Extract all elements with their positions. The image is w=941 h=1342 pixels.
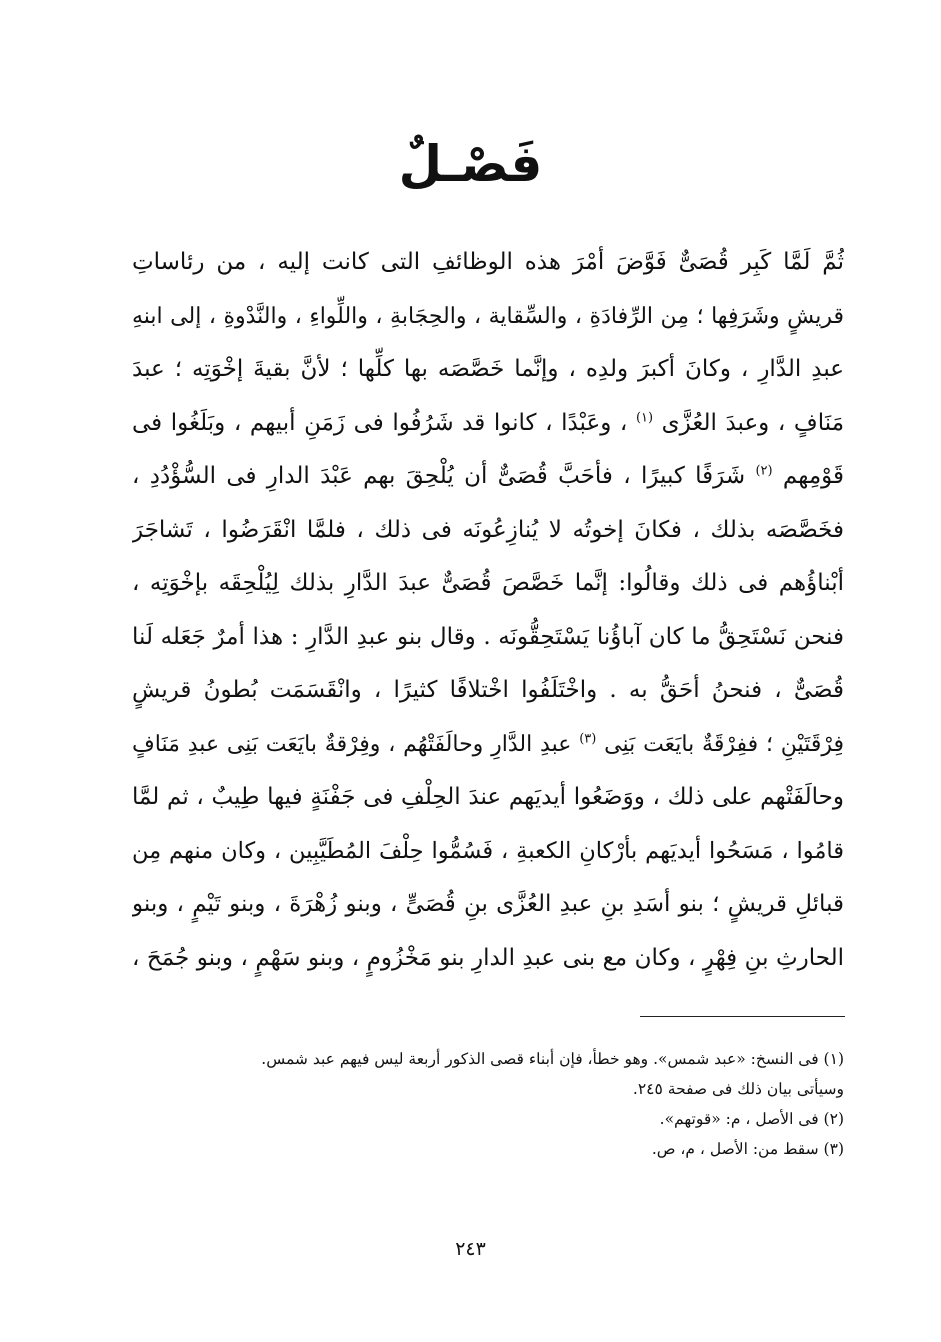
text-line: فخَصَّصَه بذلك ، فكانَ إخوتُه لا يُنازِعُونَه فى ذلك ، فلمَّا انْقَرَضُوا ، تَشاجَرَ	[132, 516, 844, 543]
page-number: ٢٤٣	[455, 1238, 486, 1260]
text-line: قامُوا ، مَسَحُوا أيديَهم بأرْكانِ الكعبةِ ، فَسُمُّوا حِلْفَ المُطَيَّبِين ، وكان منهم مِن	[132, 837, 844, 864]
footnote-marker[interactable]: (٣)	[579, 731, 597, 747]
footnote: وسيأتى بيان ذلك فى صفحة ٢٤٥.	[632, 1080, 844, 1098]
text-line: ثُمَّ لَمَّا كَبِر قُصَىٌّ فَوَّضَ أمْرَ هذه الوظائفِ التى كانت إليه ، من رئاساتِ	[132, 249, 844, 275]
text-line: عبدِ الدَّارِ ، وكانَ أكبرَ ولدِه ، وإنَّما خَصَّصَه بها كلِّها ؛ لأنَّ بقيةَ إخْوَتِه ؛ عبدَ	[132, 356, 844, 382]
text-line: قُصَىٌّ ، فنحنُ أحَقُّ به . واخْتَلَفُوا اخْتلافًا كثيرًا ، وانْقَسَمَت بُطونُ قريشٍ	[132, 677, 844, 703]
text-line: قبائلِ قريشٍ ؛ بنو أسَدِ بنِ عبدِ العُزَّى بنِ قُصَىٍّ ، وبنو زُهْرَةَ ، وبنو تَيْمٍ ، وبنو	[132, 891, 844, 917]
text-line: وحالَفَتْهم على ذلك ، ووَضَعُوا أيديَهم عندَ الحِلْفِ فى جَفْنَةٍ فيها طِيبٌ ، ثم لمَّا	[132, 784, 844, 810]
footnotes	[132, 1044, 844, 1164]
footnote: (٢) فى الأصل ، م: «قوتهم».	[659, 1110, 844, 1128]
footnote: (١) فى النسخ: «عبد شمس». وهو خطأ، فإن أبناء قصى الذكور أربعة ليس فيهم عبد شمس.	[261, 1050, 844, 1068]
text-line: فنحن نَسْتَحِقُّ ما كان آباؤُنا يَسْتَحِقُّونَه . وقال بنو عبدِ الدَّارِ : هذا أمرٌ جَعَله لَنا	[132, 623, 844, 650]
text-line: قَوْمِهم $^{(٢)}$ شَرَفًا كبيرًا ، فأحَبَّ قُصَىٌّ أن يُلْحِقَ بهم عَبْدَ الدارِ فى السُّؤْدُدِ ،	[132, 463, 844, 489]
text-line: مَنَافٍ ، وعبدَ العُزَّى $^{(١)}$ ، وعَبْدًا ، كانوا قد شَرُفُوا فى زَمَنِ أبيهم ، وبَلَغُوا فى	[132, 409, 844, 436]
text-line: قريشٍ وشَرَفِها ؛ مِن الرِّفادَةِ ، والسِّقاية ، والحِجَابةِ ، واللِّواءِ ، والنَّدْوةِ ، إلى ابنهِ	[132, 303, 844, 329]
body-text	[132, 236, 844, 985]
footnote-marker[interactable]: (١)	[635, 409, 654, 425]
footnote: (٣) سقط من: الأصل ، م، ص.	[651, 1140, 844, 1158]
text-line: أبْناؤُهم فى ذلك وقالُوا: إنَّما خَصَّصَ قُصَىٌّ عبدَ الدَّارِ بذلك لِيُلْحِقَه بإخْوَتِه ،	[132, 570, 844, 596]
section-title: فَصْـلٌ	[398, 135, 543, 193]
text-line: فِرْقَتَيْنِ ؛ ففِرْقَةٌ بايَعَت بَنِى $^{(٣)}$ عبدِ الدَّارِ وحالَفَتْهُم ، وفِرْقةٌ بايَعَت بَنِى عبدِ مَنَافٍ	[132, 731, 844, 757]
footnote-marker[interactable]: (٢)	[755, 463, 773, 479]
text-line: الحارثِ بنِ فِهْرٍ ، وكان مع بنى عبدِ الدارِ بنو مَخْزُومٍ ، وبنو سَهْمٍ ، وبنو جُمَحَ ،	[132, 944, 844, 971]
footnote-divider	[640, 1016, 845, 1017]
